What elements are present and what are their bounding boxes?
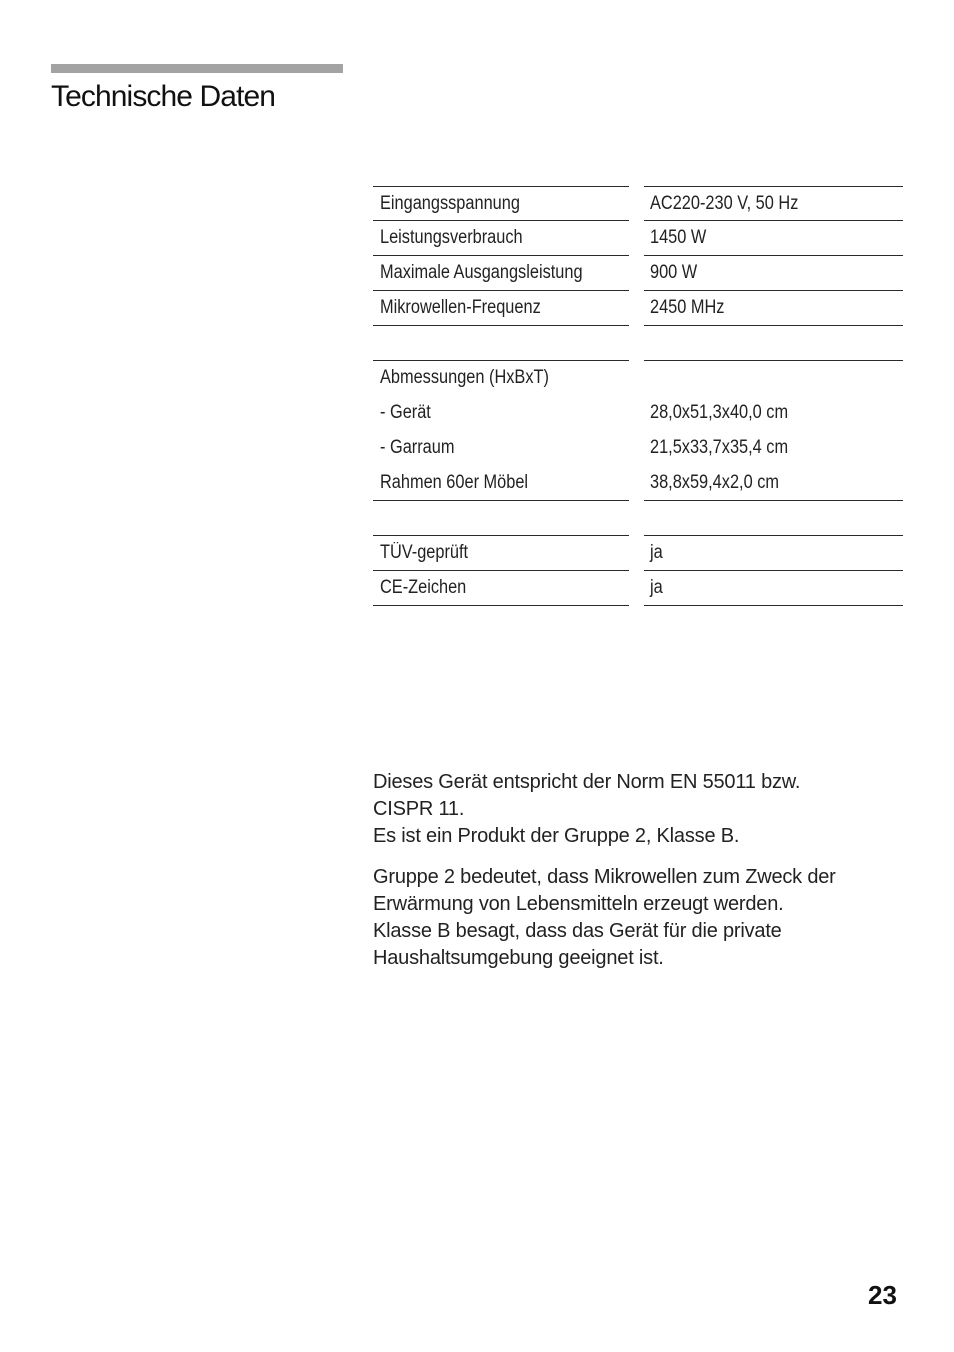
spec-label: Mikrowellen-Frequenz xyxy=(380,297,541,318)
group-text-line: Gruppe 2 bedeutet, dass Mikrowellen zum Zweck der xyxy=(373,866,836,888)
spec-value: 900 W xyxy=(650,262,698,283)
spec-label: Rahmen 60er Möbel xyxy=(380,472,529,493)
table-row xyxy=(373,256,903,291)
group-text-line: Haushaltsumgebung geeignet ist. xyxy=(373,947,664,969)
spec-value: 1450 W xyxy=(650,227,707,248)
table-row xyxy=(373,466,903,501)
spec-label: CE-Zeichen xyxy=(380,577,467,598)
title-decor-bar xyxy=(51,64,343,73)
spec-table xyxy=(373,186,903,606)
group-paragraph xyxy=(373,864,913,972)
table-row xyxy=(373,571,903,606)
spec-value: AC220-230 V, 50 Hz xyxy=(650,193,799,214)
spec-label: - Garraum xyxy=(380,437,455,458)
table-row xyxy=(373,186,903,221)
table-row xyxy=(373,221,903,256)
spec-label: Maximale Ausgangsleistung xyxy=(380,262,583,283)
table-spacer-row xyxy=(373,326,903,361)
spec-label: Abmessungen (HxBxT) xyxy=(380,367,549,388)
table-row xyxy=(373,361,903,396)
group-text-line: Erwärmung von Lebensmitteln erzeugt werden. xyxy=(373,893,784,915)
norm-text-line: CISPR 11. xyxy=(373,798,465,820)
page-title: Technische Daten xyxy=(51,80,276,113)
spec-label: TÜV-geprüft xyxy=(380,542,469,563)
spec-value: ja xyxy=(650,577,663,598)
norm-paragraph xyxy=(373,769,913,850)
spec-value: ja xyxy=(650,542,663,563)
table-row xyxy=(373,536,903,571)
spec-value: 21,5x33,7x35,4 cm xyxy=(650,437,789,458)
spec-value: 2450 MHz xyxy=(650,297,725,318)
table-spacer-row xyxy=(373,501,903,536)
spec-label: Eingangsspannung xyxy=(380,193,520,214)
spec-label: - Gerät xyxy=(380,402,431,423)
spec-label: Leistungsverbrauch xyxy=(380,227,523,248)
page-number: 23 xyxy=(868,1280,897,1310)
table-row xyxy=(373,291,903,326)
spec-value: 38,8x59,4x2,0 cm xyxy=(650,472,779,493)
table-row xyxy=(373,396,903,431)
norm-text-line: Es ist ein Produkt der Gruppe 2, Klasse B. xyxy=(373,825,740,847)
spec-value: 28,0x51,3x40,0 cm xyxy=(650,402,789,423)
group-text-line: Klasse B besagt, dass das Gerät für die private xyxy=(373,920,782,942)
table-row xyxy=(373,431,903,466)
norm-text-line: Dieses Gerät entspricht der Norm EN 55011 bzw. xyxy=(373,771,801,793)
